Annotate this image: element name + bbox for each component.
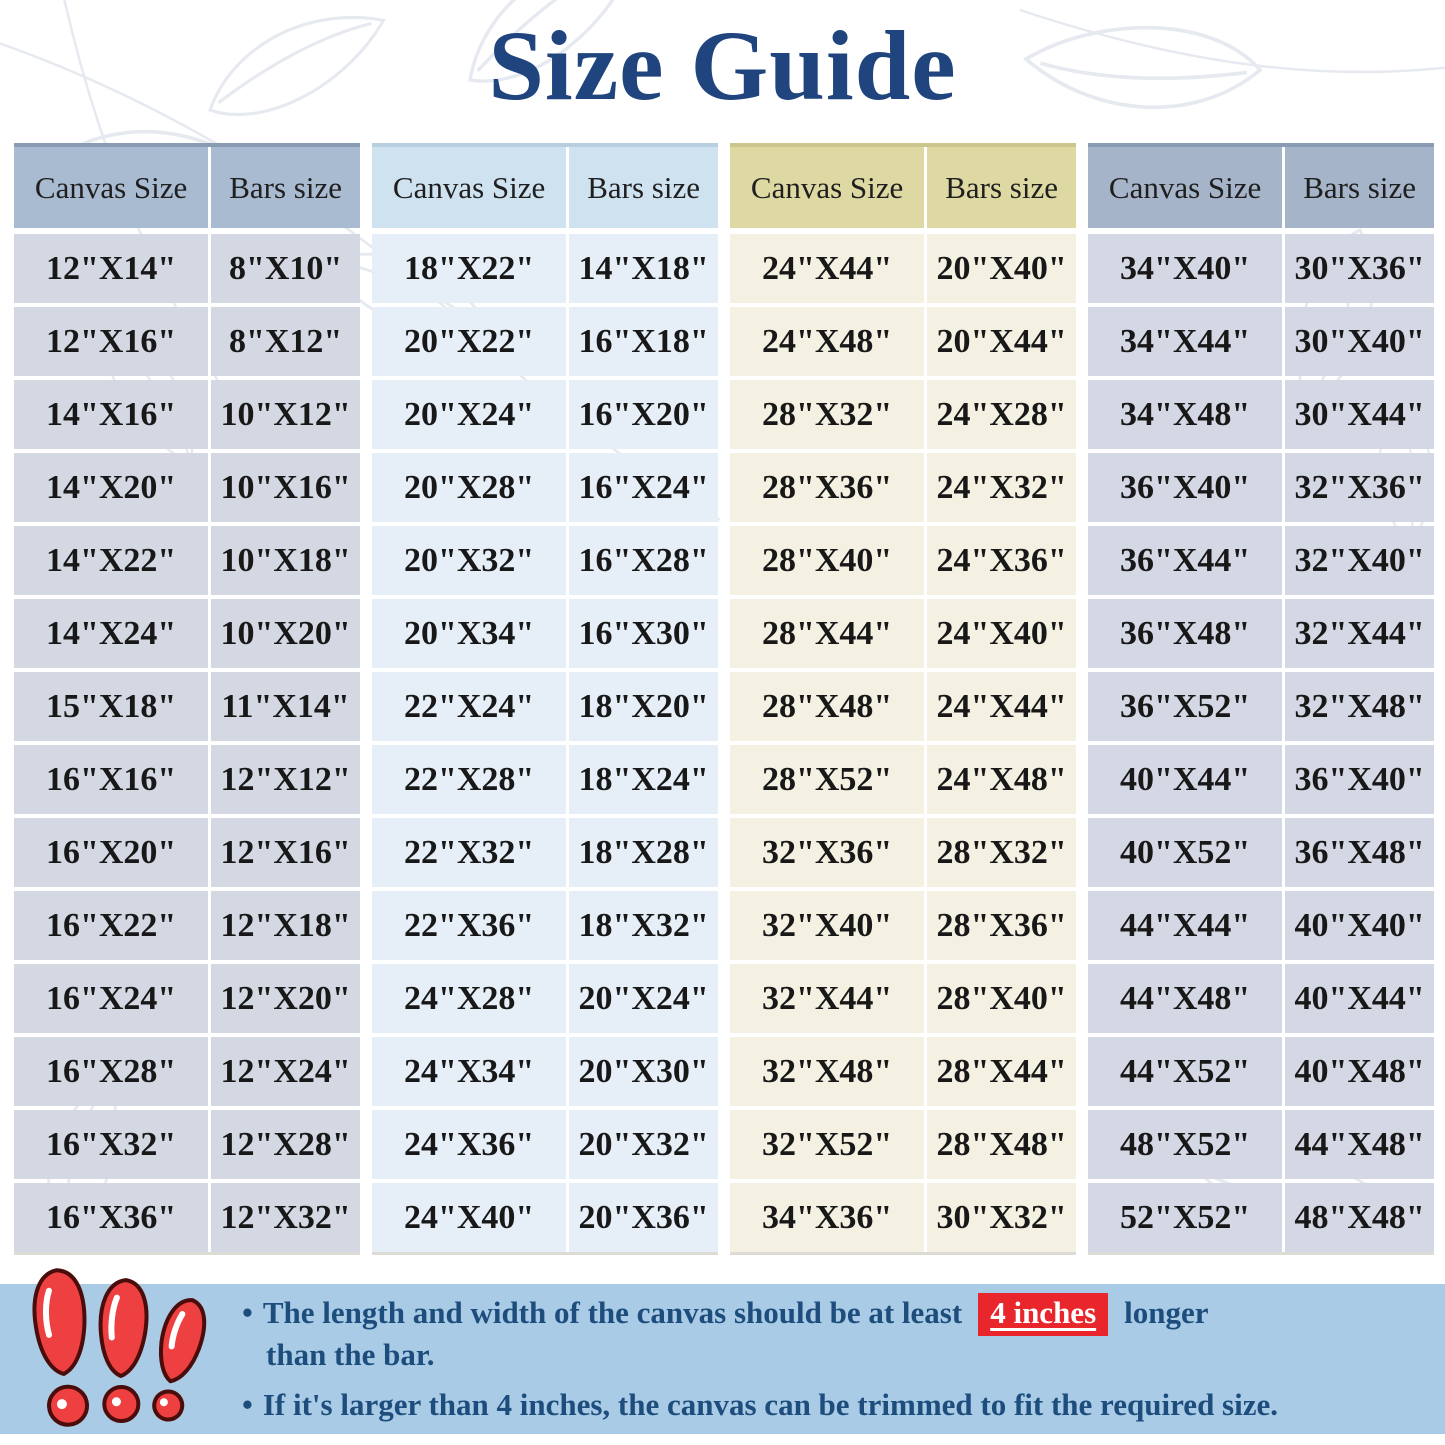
size-row <box>730 1110 1076 1179</box>
canvas-size-value: 44"X48" <box>1088 964 1285 1033</box>
bars-size-value: 18"X28" <box>578 833 709 871</box>
bars-size-value: 18"X32" <box>578 906 709 944</box>
table-header <box>1088 143 1434 228</box>
bars-size-value: 24"X28" <box>936 395 1067 433</box>
canvas-size-value: 32"X52" <box>730 1110 927 1179</box>
size-row <box>372 1110 718 1179</box>
bullet-icon: • <box>242 1294 253 1330</box>
size-row <box>14 380 360 449</box>
canvas-size-column-header: Canvas Size <box>372 147 569 228</box>
bars-size-value: 10"X20" <box>220 614 351 652</box>
bars-size-value: 20"X32" <box>578 1125 709 1163</box>
bars-size-value: 12"X28" <box>220 1125 351 1163</box>
canvas-size-value: 16"X28" <box>14 1037 211 1106</box>
canvas-size-value: 24"X40" <box>372 1183 569 1252</box>
bars-size-value: 40"X48" <box>1294 1052 1425 1090</box>
bars-size-value: 16"X20" <box>578 395 709 433</box>
size-row <box>730 234 1076 303</box>
canvas-size-value: 32"X40" <box>730 891 927 960</box>
bars-size-value: 20"X36" <box>578 1198 709 1236</box>
size-row <box>372 380 718 449</box>
note-1-line-2: than the bar. <box>266 1336 435 1372</box>
canvas-size-value: 24"X34" <box>372 1037 569 1106</box>
table-body <box>372 234 718 1255</box>
canvas-size-value: 28"X44" <box>730 599 927 668</box>
canvas-size-value: 20"X24" <box>372 380 569 449</box>
size-row <box>1088 307 1434 376</box>
size-row <box>14 599 360 668</box>
size-row <box>372 599 718 668</box>
size-row <box>730 672 1076 741</box>
bars-size-value: 24"X32" <box>936 468 1067 506</box>
canvas-size-value: 34"X44" <box>1088 307 1285 376</box>
bars-size-value: 14"X18" <box>578 249 709 287</box>
bars-size-value: 36"X48" <box>1294 833 1425 871</box>
canvas-size-value: 28"X32" <box>730 380 927 449</box>
bars-size-value: 20"X44" <box>936 322 1067 360</box>
bars-size-value: 28"X48" <box>936 1125 1067 1163</box>
size-table-4 <box>1088 143 1434 1255</box>
size-table-3 <box>730 143 1076 1255</box>
canvas-size-value: 20"X32" <box>372 526 569 595</box>
bars-size-value: 12"X18" <box>220 906 351 944</box>
size-row <box>14 672 360 741</box>
size-row <box>1088 1183 1434 1252</box>
size-row <box>372 453 718 522</box>
canvas-size-value: 16"X36" <box>14 1183 211 1252</box>
bars-size-value: 24"X40" <box>936 614 1067 652</box>
notes <box>242 1293 1445 1425</box>
canvas-size-value: 16"X22" <box>14 891 211 960</box>
bars-size-value: 36"X40" <box>1294 760 1425 798</box>
canvas-size-value: 24"X44" <box>730 234 927 303</box>
bars-size-value: 24"X36" <box>936 541 1067 579</box>
size-row <box>14 307 360 376</box>
bars-size-value: 20"X40" <box>936 249 1067 287</box>
size-row <box>730 453 1076 522</box>
size-row <box>1088 672 1434 741</box>
size-row <box>372 1037 718 1106</box>
size-row <box>1088 453 1434 522</box>
bars-size-value: 20"X24" <box>578 979 709 1017</box>
bars-size-value: 16"X18" <box>578 322 709 360</box>
table-body <box>14 234 360 1255</box>
canvas-size-value: 18"X22" <box>372 234 569 303</box>
size-row <box>14 1183 360 1252</box>
table-header <box>730 143 1076 228</box>
bars-size-value: 20"X30" <box>578 1052 709 1090</box>
size-row <box>14 234 360 303</box>
canvas-size-value: 22"X24" <box>372 672 569 741</box>
size-row <box>1088 964 1434 1033</box>
canvas-size-value: 32"X48" <box>730 1037 927 1106</box>
size-row <box>372 672 718 741</box>
bars-size-value: 40"X40" <box>1294 906 1425 944</box>
bars-size-value: 30"X36" <box>1294 249 1425 287</box>
four-inches-highlight: 4 inches <box>978 1293 1108 1336</box>
canvas-size-value: 16"X20" <box>14 818 211 887</box>
page-title: Size Guide <box>488 10 957 121</box>
size-row <box>1088 234 1434 303</box>
size-row <box>14 818 360 887</box>
size-row <box>372 1183 718 1252</box>
size-row <box>14 526 360 595</box>
table-header <box>14 143 360 228</box>
note-1-text-end: longer <box>1124 1294 1209 1330</box>
size-row <box>14 964 360 1033</box>
canvas-size-value: 32"X36" <box>730 818 927 887</box>
note-1 <box>242 1293 1431 1375</box>
table-body <box>1088 234 1434 1255</box>
canvas-size-value: 16"X24" <box>14 964 211 1033</box>
size-row <box>1088 891 1434 960</box>
canvas-size-value: 34"X40" <box>1088 234 1285 303</box>
bars-size-value: 24"X48" <box>936 760 1067 798</box>
canvas-size-value: 36"X40" <box>1088 453 1285 522</box>
bullet-icon: • <box>242 1387 253 1423</box>
table-header <box>372 143 718 228</box>
bars-size-value: 10"X18" <box>220 541 351 579</box>
canvas-size-value: 24"X28" <box>372 964 569 1033</box>
canvas-size-value: 34"X48" <box>1088 380 1285 449</box>
canvas-size-value: 15"X18" <box>14 672 211 741</box>
size-table-2 <box>372 143 718 1255</box>
size-row <box>1088 526 1434 595</box>
canvas-size-value: 40"X52" <box>1088 818 1285 887</box>
size-row <box>730 891 1076 960</box>
bars-size-value: 30"X32" <box>936 1198 1067 1236</box>
bars-size-value: 32"X44" <box>1294 614 1425 652</box>
size-tables <box>14 143 1434 1255</box>
canvas-size-column-header: Canvas Size <box>1088 147 1285 228</box>
canvas-size-value: 32"X44" <box>730 964 927 1033</box>
note-1-text: The length and width of the canvas should be at least <box>262 1294 963 1330</box>
size-row <box>730 307 1076 376</box>
bars-size-value: 28"X36" <box>936 906 1067 944</box>
size-row <box>14 453 360 522</box>
size-row <box>372 307 718 376</box>
canvas-size-value: 14"X22" <box>14 526 211 595</box>
canvas-size-value: 12"X14" <box>14 234 211 303</box>
size-row <box>730 380 1076 449</box>
bars-size-column-header: Bars size <box>587 169 700 205</box>
bars-size-value: 28"X32" <box>936 833 1067 871</box>
bars-size-value: 12"X32" <box>220 1198 351 1236</box>
bars-size-value: 44"X48" <box>1294 1125 1425 1163</box>
canvas-size-value: 40"X44" <box>1088 745 1285 814</box>
canvas-size-value: 36"X44" <box>1088 526 1285 595</box>
bars-size-value: 32"X36" <box>1294 468 1425 506</box>
size-row <box>730 526 1076 595</box>
triple-exclamation-icon <box>22 1268 234 1436</box>
canvas-size-value: 28"X52" <box>730 745 927 814</box>
bars-size-value: 16"X24" <box>578 468 709 506</box>
canvas-size-value: 14"X20" <box>14 453 211 522</box>
table-body <box>730 234 1076 1255</box>
note-2 <box>242 1386 1431 1425</box>
canvas-size-value: 20"X34" <box>372 599 569 668</box>
canvas-size-value: 24"X36" <box>372 1110 569 1179</box>
canvas-size-value: 44"X52" <box>1088 1037 1285 1106</box>
size-row <box>372 526 718 595</box>
canvas-size-value: 36"X52" <box>1088 672 1285 741</box>
bars-size-value: 28"X44" <box>936 1052 1067 1090</box>
canvas-size-value: 34"X36" <box>730 1183 927 1252</box>
size-row <box>1088 599 1434 668</box>
size-row <box>1088 1110 1434 1179</box>
bars-size-value: 30"X44" <box>1294 395 1425 433</box>
bars-size-value: 12"X24" <box>220 1052 351 1090</box>
canvas-size-value: 14"X16" <box>14 380 211 449</box>
note-2-text: If it's larger than 4 inches, the canvas can be trimmed to fit the required size. <box>262 1387 1279 1423</box>
bars-size-value: 18"X20" <box>578 687 709 725</box>
bars-size-value: 18"X24" <box>578 760 709 798</box>
size-row <box>372 745 718 814</box>
bars-size-value: 8"X12" <box>228 322 343 360</box>
bars-size-column-header: Bars size <box>229 169 342 205</box>
canvas-size-value: 12"X16" <box>14 307 211 376</box>
canvas-size-value: 28"X40" <box>730 526 927 595</box>
size-row <box>14 1037 360 1106</box>
bars-size-value: 12"X16" <box>220 833 351 871</box>
size-table-1 <box>14 143 360 1255</box>
bars-size-value: 32"X48" <box>1294 687 1425 725</box>
canvas-size-value: 20"X28" <box>372 453 569 522</box>
size-row <box>1088 380 1434 449</box>
bars-size-column-header: Bars size <box>945 169 1058 205</box>
canvas-size-value: 22"X32" <box>372 818 569 887</box>
size-row <box>14 745 360 814</box>
canvas-size-column-header: Canvas Size <box>730 147 927 228</box>
canvas-size-value: 16"X16" <box>14 745 211 814</box>
bars-size-value: 10"X12" <box>220 395 351 433</box>
canvas-size-value: 36"X48" <box>1088 599 1285 668</box>
size-row <box>730 599 1076 668</box>
bars-size-value: 8"X10" <box>228 249 343 287</box>
size-row <box>372 964 718 1033</box>
canvas-size-value: 16"X32" <box>14 1110 211 1179</box>
bars-size-value: 30"X40" <box>1294 322 1425 360</box>
size-row <box>1088 1037 1434 1106</box>
bars-size-value: 12"X20" <box>220 979 351 1017</box>
size-row <box>730 1037 1076 1106</box>
canvas-size-value: 52"X52" <box>1088 1183 1285 1252</box>
size-row <box>730 964 1076 1033</box>
bars-size-value: 12"X12" <box>220 760 351 798</box>
size-row <box>372 818 718 887</box>
bars-size-value: 16"X30" <box>578 614 709 652</box>
canvas-size-value: 14"X24" <box>14 599 211 668</box>
notes-band <box>0 1284 1445 1434</box>
canvas-size-value: 28"X36" <box>730 453 927 522</box>
canvas-size-value: 44"X44" <box>1088 891 1285 960</box>
bars-size-column-header: Bars size <box>1303 169 1416 205</box>
canvas-size-value: 22"X28" <box>372 745 569 814</box>
bars-size-value: 40"X44" <box>1294 979 1425 1017</box>
size-row <box>372 891 718 960</box>
size-row <box>1088 745 1434 814</box>
bars-size-value: 10"X16" <box>220 468 351 506</box>
canvas-size-value: 20"X22" <box>372 307 569 376</box>
canvas-size-column-header: Canvas Size <box>14 147 211 228</box>
bars-size-value: 24"X44" <box>936 687 1067 725</box>
size-row <box>14 891 360 960</box>
bars-size-value: 48"X48" <box>1294 1198 1425 1236</box>
canvas-size-value: 48"X52" <box>1088 1110 1285 1179</box>
canvas-size-value: 22"X36" <box>372 891 569 960</box>
bars-size-value: 11"X14" <box>221 687 350 725</box>
bars-size-value: 16"X28" <box>578 541 709 579</box>
canvas-size-value: 24"X48" <box>730 307 927 376</box>
bars-size-value: 28"X40" <box>936 979 1067 1017</box>
bars-size-value: 32"X40" <box>1294 541 1425 579</box>
size-row <box>730 745 1076 814</box>
size-row <box>730 1183 1076 1252</box>
size-row <box>14 1110 360 1179</box>
size-row <box>730 818 1076 887</box>
size-row <box>1088 818 1434 887</box>
canvas-size-value: 28"X48" <box>730 672 927 741</box>
size-row <box>372 234 718 303</box>
